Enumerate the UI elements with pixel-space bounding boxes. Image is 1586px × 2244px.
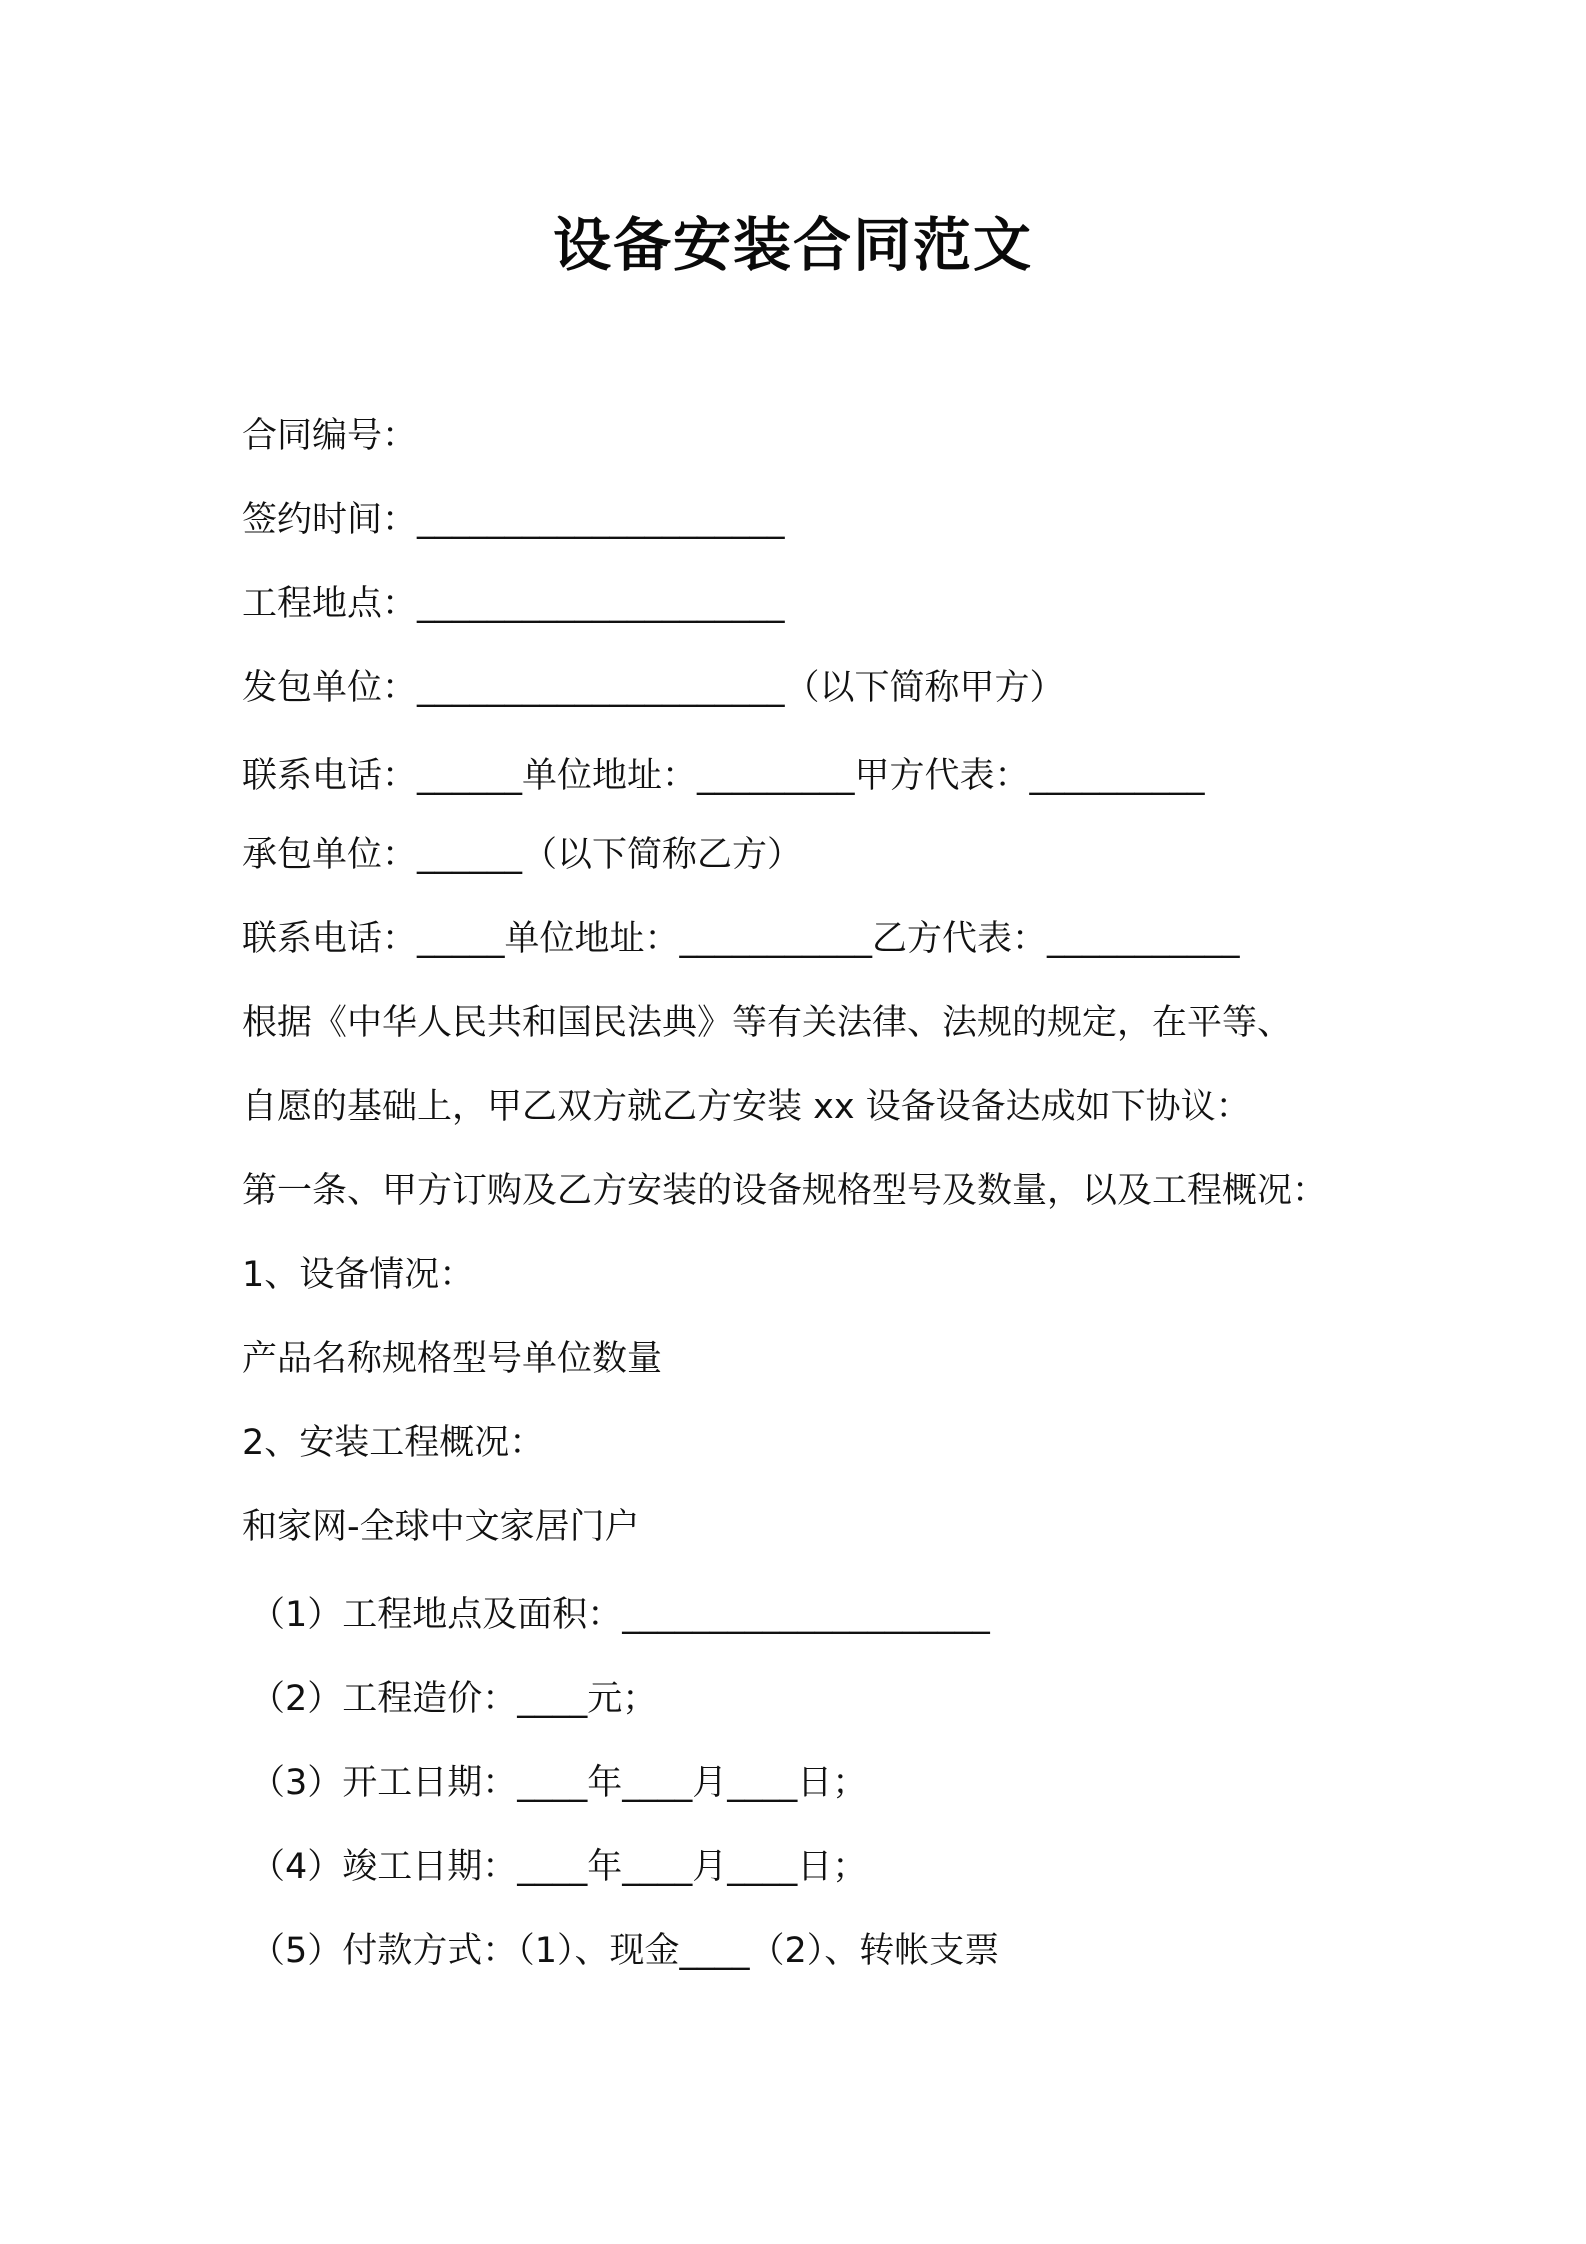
item-start-date: （3）开工日期：____年____月____日； <box>250 1763 868 1803</box>
article-1-heading: 第一条、甲方订购及乙方安装的设备规格型号及数量，以及工程概况： <box>242 1171 1328 1211</box>
installation-heading: 2、安装工程概况： <box>242 1423 545 1463</box>
website-line: 和家网-全球中文家居门户 <box>242 1507 640 1547</box>
preamble-line-2: 自愿的基础上，甲乙双方就乙方安装 xx 设备设备达成如下协议： <box>242 1087 1251 1127</box>
item-project-cost: （2）工程造价：____元； <box>250 1679 658 1719</box>
employer-line: 发包单位：_____________________（以下简称甲方） <box>242 668 1065 708</box>
item-location-area: （1）工程地点及面积：_____________________ <box>250 1595 990 1635</box>
document-title: 设备安装合同范文 <box>552 211 1033 279</box>
preamble-line-1: 根据《中华人民共和国民法典》等有关法律、法规的规定，在平等、 <box>242 1003 1293 1043</box>
equipment-columns: 产品名称规格型号单位数量 <box>242 1339 663 1379</box>
signing-date-line: 签约时间：_____________________ <box>242 500 785 540</box>
item-completion-date: （4）竣工日期：____年____月____日； <box>250 1847 868 1887</box>
equipment-heading: 1、设备情况： <box>242 1255 475 1295</box>
contract-number-line: 合同编号： <box>242 416 418 456</box>
employer-contact-line: 联系电话：______单位地址：_________甲方代表：__________ <box>242 756 1205 796</box>
item-payment-method: （5）付款方式：（1）、现金____（2）、转帐支票 <box>250 1931 1000 1971</box>
project-location-line: 工程地点：_____________________ <box>242 584 785 624</box>
contractor-line: 承包单位：______（以下简称乙方） <box>242 835 803 875</box>
contractor-contact-line: 联系电话：_____单位地址：___________乙方代表：___________ <box>242 919 1240 959</box>
